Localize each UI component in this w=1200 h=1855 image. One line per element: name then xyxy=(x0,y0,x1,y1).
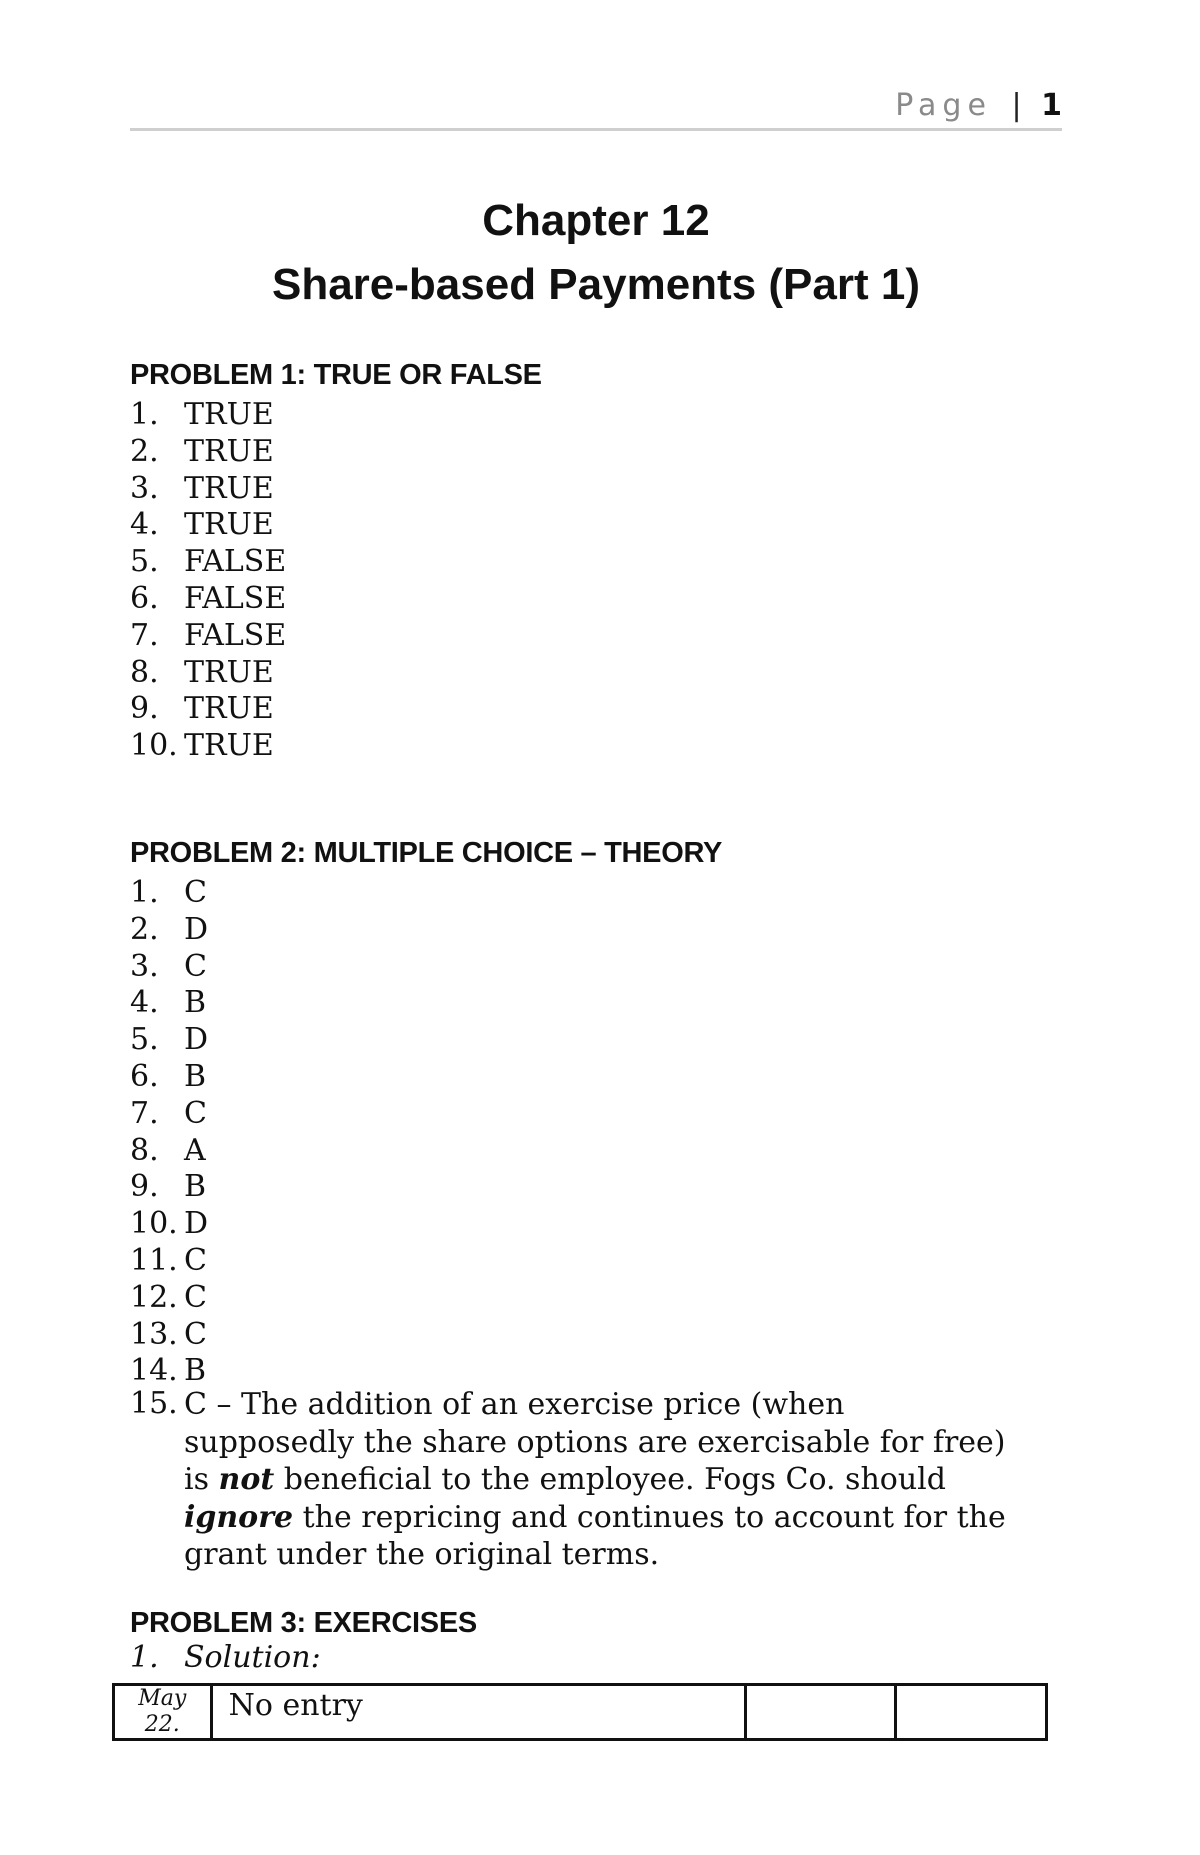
item-answer: B xyxy=(184,1353,207,1389)
page-number: 1 xyxy=(1041,88,1062,123)
page-separator: | xyxy=(1011,88,1022,123)
item-answer: TRUE xyxy=(184,433,274,469)
page-indicator xyxy=(895,88,1062,123)
item-number: 3. xyxy=(130,470,159,506)
explanation-line-2: supposedly the share options are exercisable for free) xyxy=(184,1424,1006,1460)
item-number: 14. xyxy=(130,1353,178,1389)
item-answer: C xyxy=(184,1242,207,1278)
item-number: 1. xyxy=(130,397,159,432)
solution-label-line xyxy=(130,1640,321,1675)
item-number: 4. xyxy=(130,985,159,1021)
credit-cell xyxy=(896,1685,1047,1740)
item-number: 8. xyxy=(130,1132,159,1168)
date-day: 22. xyxy=(144,1712,180,1737)
item-answer: C xyxy=(184,948,207,984)
item-number: 9. xyxy=(130,1169,159,1205)
item-answer: B xyxy=(184,985,207,1021)
item-number: 3. xyxy=(130,948,159,984)
line3-pre: is xyxy=(184,1462,219,1497)
item-number: 2. xyxy=(130,433,159,469)
page-header xyxy=(130,82,1062,131)
solution-label: Solution: xyxy=(184,1640,321,1675)
item-answer: TRUE xyxy=(184,507,274,543)
chapter-title: Chapter 12 xyxy=(482,196,710,245)
table-row xyxy=(114,1685,1047,1740)
item-number: 10. xyxy=(130,728,178,764)
line3-post: beneficial to the employee. Fogs Co. should xyxy=(274,1462,946,1497)
explanation-line-5: grant under the original terms. xyxy=(184,1537,660,1572)
item-number: 13. xyxy=(130,1316,178,1352)
item-number: 15. xyxy=(130,1386,178,1421)
item-answer: TRUE xyxy=(184,728,274,764)
chapter-subtitle: Share-based Payments (Part 1) xyxy=(271,260,921,309)
item-answer: D xyxy=(184,911,209,947)
item-explanation xyxy=(184,1386,1084,1574)
item-answer: FALSE xyxy=(184,580,287,616)
item-answer: C xyxy=(184,1279,207,1315)
line4-post: the repricing and continues to account for the xyxy=(293,1499,1006,1535)
item-number: 12. xyxy=(130,1279,178,1315)
explanation-line-4 xyxy=(184,1499,1084,1537)
item-number: 8. xyxy=(130,654,159,690)
item-number: 6. xyxy=(130,580,159,616)
item-answer: C xyxy=(184,1095,207,1131)
problem1-heading: PROBLEM 1: TRUE OR FALSE xyxy=(130,359,542,391)
journal-entry-table xyxy=(112,1683,1048,1741)
emphasis-not: not xyxy=(218,1462,275,1497)
solution-number: 1. xyxy=(130,1640,159,1675)
item-number: 7. xyxy=(130,617,159,653)
item-answer: TRUE xyxy=(184,397,274,432)
item-number: 6. xyxy=(130,1058,159,1094)
emphasis-ignore: ignore xyxy=(184,1499,294,1535)
description-cell: No entry xyxy=(211,1685,745,1740)
item-number: 7. xyxy=(130,1095,159,1131)
item-answer: TRUE xyxy=(184,470,274,506)
item-number: 9. xyxy=(130,691,159,727)
date-cell xyxy=(114,1685,212,1740)
item-answer: A xyxy=(184,1132,206,1168)
item-number: 2. xyxy=(130,911,159,947)
item-answer: FALSE xyxy=(184,617,287,653)
problem3-heading: PROBLEM 3: EXERCISES xyxy=(130,1607,477,1639)
item-number: 5. xyxy=(130,544,159,580)
item-number: 10. xyxy=(130,1206,178,1242)
problem2-heading: PROBLEM 2: MULTIPLE CHOICE – THEORY xyxy=(130,837,723,869)
page-label: Page xyxy=(895,88,992,123)
debit-cell xyxy=(745,1685,896,1740)
item-answer: TRUE xyxy=(184,654,274,690)
item-answer: C xyxy=(184,875,207,910)
item-answer: D xyxy=(184,1022,209,1058)
item-answer: B xyxy=(184,1169,207,1205)
item-answer: TRUE xyxy=(184,691,274,727)
item-number: 1. xyxy=(130,875,159,910)
explanation-line-3 xyxy=(184,1461,1084,1499)
item-number: 5. xyxy=(130,1022,159,1058)
date-month: May xyxy=(138,1686,187,1711)
item-number: 11. xyxy=(130,1242,178,1278)
item-answer: D xyxy=(184,1206,209,1242)
item-answer: B xyxy=(184,1058,207,1094)
item-number: 4. xyxy=(130,507,159,543)
item-answer: FALSE xyxy=(184,544,287,580)
explanation-line-1: C – The addition of an exercise price (when xyxy=(184,1387,845,1422)
item-answer: C xyxy=(184,1316,207,1352)
